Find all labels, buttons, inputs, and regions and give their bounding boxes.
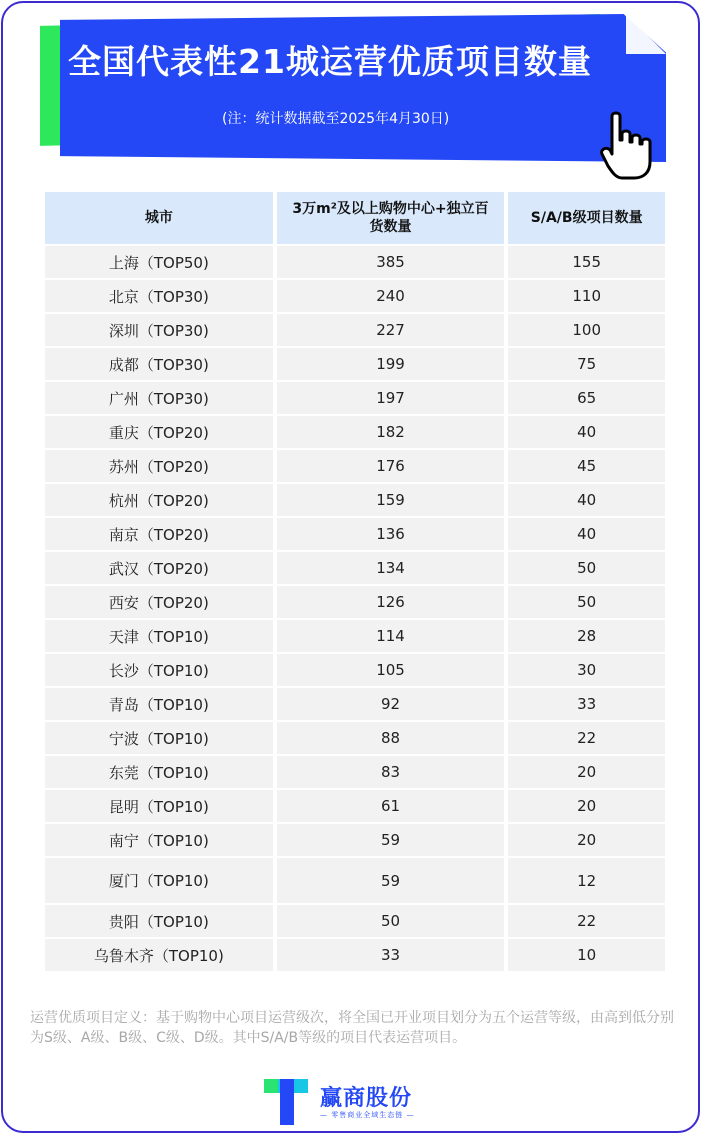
table-row (45, 312, 665, 346)
city-cell: 武汉（TOP20) (45, 550, 273, 584)
mall-count-cell: 50 (273, 903, 505, 937)
definition-footnote: 运营优质项目定义：基于购物中心项目运营级次，将全国已开业项目划分为五个运营等级，由高到低分别为S级、A级、B级、C级、D级。其中S/A/B等级的项目代表运营项目。 (30, 1010, 674, 1046)
brand-name: 赢商股份 (320, 1086, 413, 1111)
sab-count-cell: 22 (504, 903, 665, 937)
mall-count-cell: 176 (273, 448, 505, 482)
sab-count-cell: 45 (504, 448, 665, 482)
sab-count-cell: 28 (504, 618, 665, 652)
mall-count-cell: 182 (273, 414, 505, 448)
table-row (45, 482, 665, 516)
table-row (45, 380, 665, 414)
sab-count-cell: 50 (504, 584, 665, 618)
sab-count-cell: 10 (504, 937, 665, 971)
city-cell: 宁波（TOP10) (45, 720, 273, 754)
sab-count-cell: 30 (504, 652, 665, 686)
city-cell: 重庆（TOP20) (45, 414, 273, 448)
mall-count-cell: 59 (273, 822, 505, 856)
sab-count-cell: 110 (504, 278, 665, 312)
mall-count-cell: 83 (273, 754, 505, 788)
mall-count-cell: 159 (273, 482, 505, 516)
mall-count-cell: 197 (273, 380, 505, 414)
table-row (45, 937, 665, 971)
sab-count-cell: 22 (504, 720, 665, 754)
city-cell: 青岛（TOP10) (45, 686, 273, 720)
city-cell: 广州（TOP30) (45, 380, 273, 414)
city-cell: 上海（TOP50) (45, 244, 273, 278)
city-cell: 南京（TOP20) (45, 516, 273, 550)
mall-count-cell: 240 (273, 278, 505, 312)
city-cell: 乌鲁木齐（TOP10) (45, 937, 273, 971)
sab-count-cell: 155 (504, 244, 665, 278)
table-row (45, 686, 665, 720)
sab-count-cell: 40 (504, 414, 665, 448)
city-cell: 北京（TOP30) (45, 278, 273, 312)
sab-count-cell: 100 (504, 312, 665, 346)
sab-count-cell: 12 (504, 856, 665, 903)
table-row (45, 788, 665, 822)
sab-count-cell: 33 (504, 686, 665, 720)
table-row (45, 720, 665, 754)
hand-pointer-icon (598, 110, 662, 182)
sab-count-cell: 40 (504, 516, 665, 550)
city-cell: 深圳（TOP30) (45, 312, 273, 346)
table-row (45, 584, 665, 618)
sab-count-cell: 75 (504, 346, 665, 380)
mall-count-cell: 33 (273, 937, 505, 971)
city-cell: 东莞（TOP10) (45, 754, 273, 788)
sab-count-cell: 40 (504, 482, 665, 516)
mall-count-cell: 126 (273, 584, 505, 618)
header-city: 城市 (45, 192, 273, 244)
page-title: 全国代表性21城运营优质项目数量 (68, 42, 592, 81)
mall-count-cell: 227 (273, 312, 505, 346)
sab-count-cell: 20 (504, 754, 665, 788)
mall-count-cell: 199 (273, 346, 505, 380)
table-row (45, 618, 665, 652)
table-row (45, 448, 665, 482)
mall-count-cell: 92 (273, 686, 505, 720)
table-row (45, 516, 665, 550)
table-row (45, 903, 665, 937)
city-cell: 天津（TOP10) (45, 618, 273, 652)
brand-logo-icon (262, 1075, 316, 1127)
table-row (45, 550, 665, 584)
date-note: (注：统计数据截至2025年4月30日) (222, 111, 450, 127)
city-cell: 苏州（TOP20) (45, 448, 273, 482)
sab-count-cell: 20 (504, 788, 665, 822)
table-row (45, 856, 665, 903)
sab-count-cell: 20 (504, 822, 665, 856)
mall-count-cell: 88 (273, 720, 505, 754)
mall-count-cell: 385 (273, 244, 505, 278)
city-cell: 贵阳（TOP10) (45, 903, 273, 937)
mall-count-cell: 105 (273, 652, 505, 686)
data-table (45, 192, 665, 971)
city-cell: 昆明（TOP10) (45, 788, 273, 822)
mall-count-cell: 59 (273, 856, 505, 903)
header-mall-count: 3万m²及以上购物中心+独立百货数量 (273, 192, 505, 244)
table-row (45, 414, 665, 448)
city-cell: 成都（TOP30) (45, 346, 273, 380)
table-header-row (45, 192, 665, 244)
sab-count-cell: 65 (504, 380, 665, 414)
table-row (45, 652, 665, 686)
city-cell: 长沙（TOP10) (45, 652, 273, 686)
mall-count-cell: 61 (273, 788, 505, 822)
header-sab-count: S/A/B级项目数量 (504, 192, 665, 244)
city-cell: 厦门（TOP10) (45, 856, 273, 903)
mall-count-cell: 134 (273, 550, 505, 584)
table-row (45, 346, 665, 380)
brand-tagline: — 零售商业全域生态链 — (320, 1111, 415, 1119)
city-cell: 西安（TOP20) (45, 584, 273, 618)
mall-count-cell: 114 (273, 618, 505, 652)
table-row (45, 244, 665, 278)
table-row (45, 754, 665, 788)
mall-count-cell: 136 (273, 516, 505, 550)
city-cell: 杭州（TOP20) (45, 482, 273, 516)
table-row (45, 278, 665, 312)
sab-count-cell: 50 (504, 550, 665, 584)
city-cell: 南宁（TOP10) (45, 822, 273, 856)
table-row (45, 822, 665, 856)
